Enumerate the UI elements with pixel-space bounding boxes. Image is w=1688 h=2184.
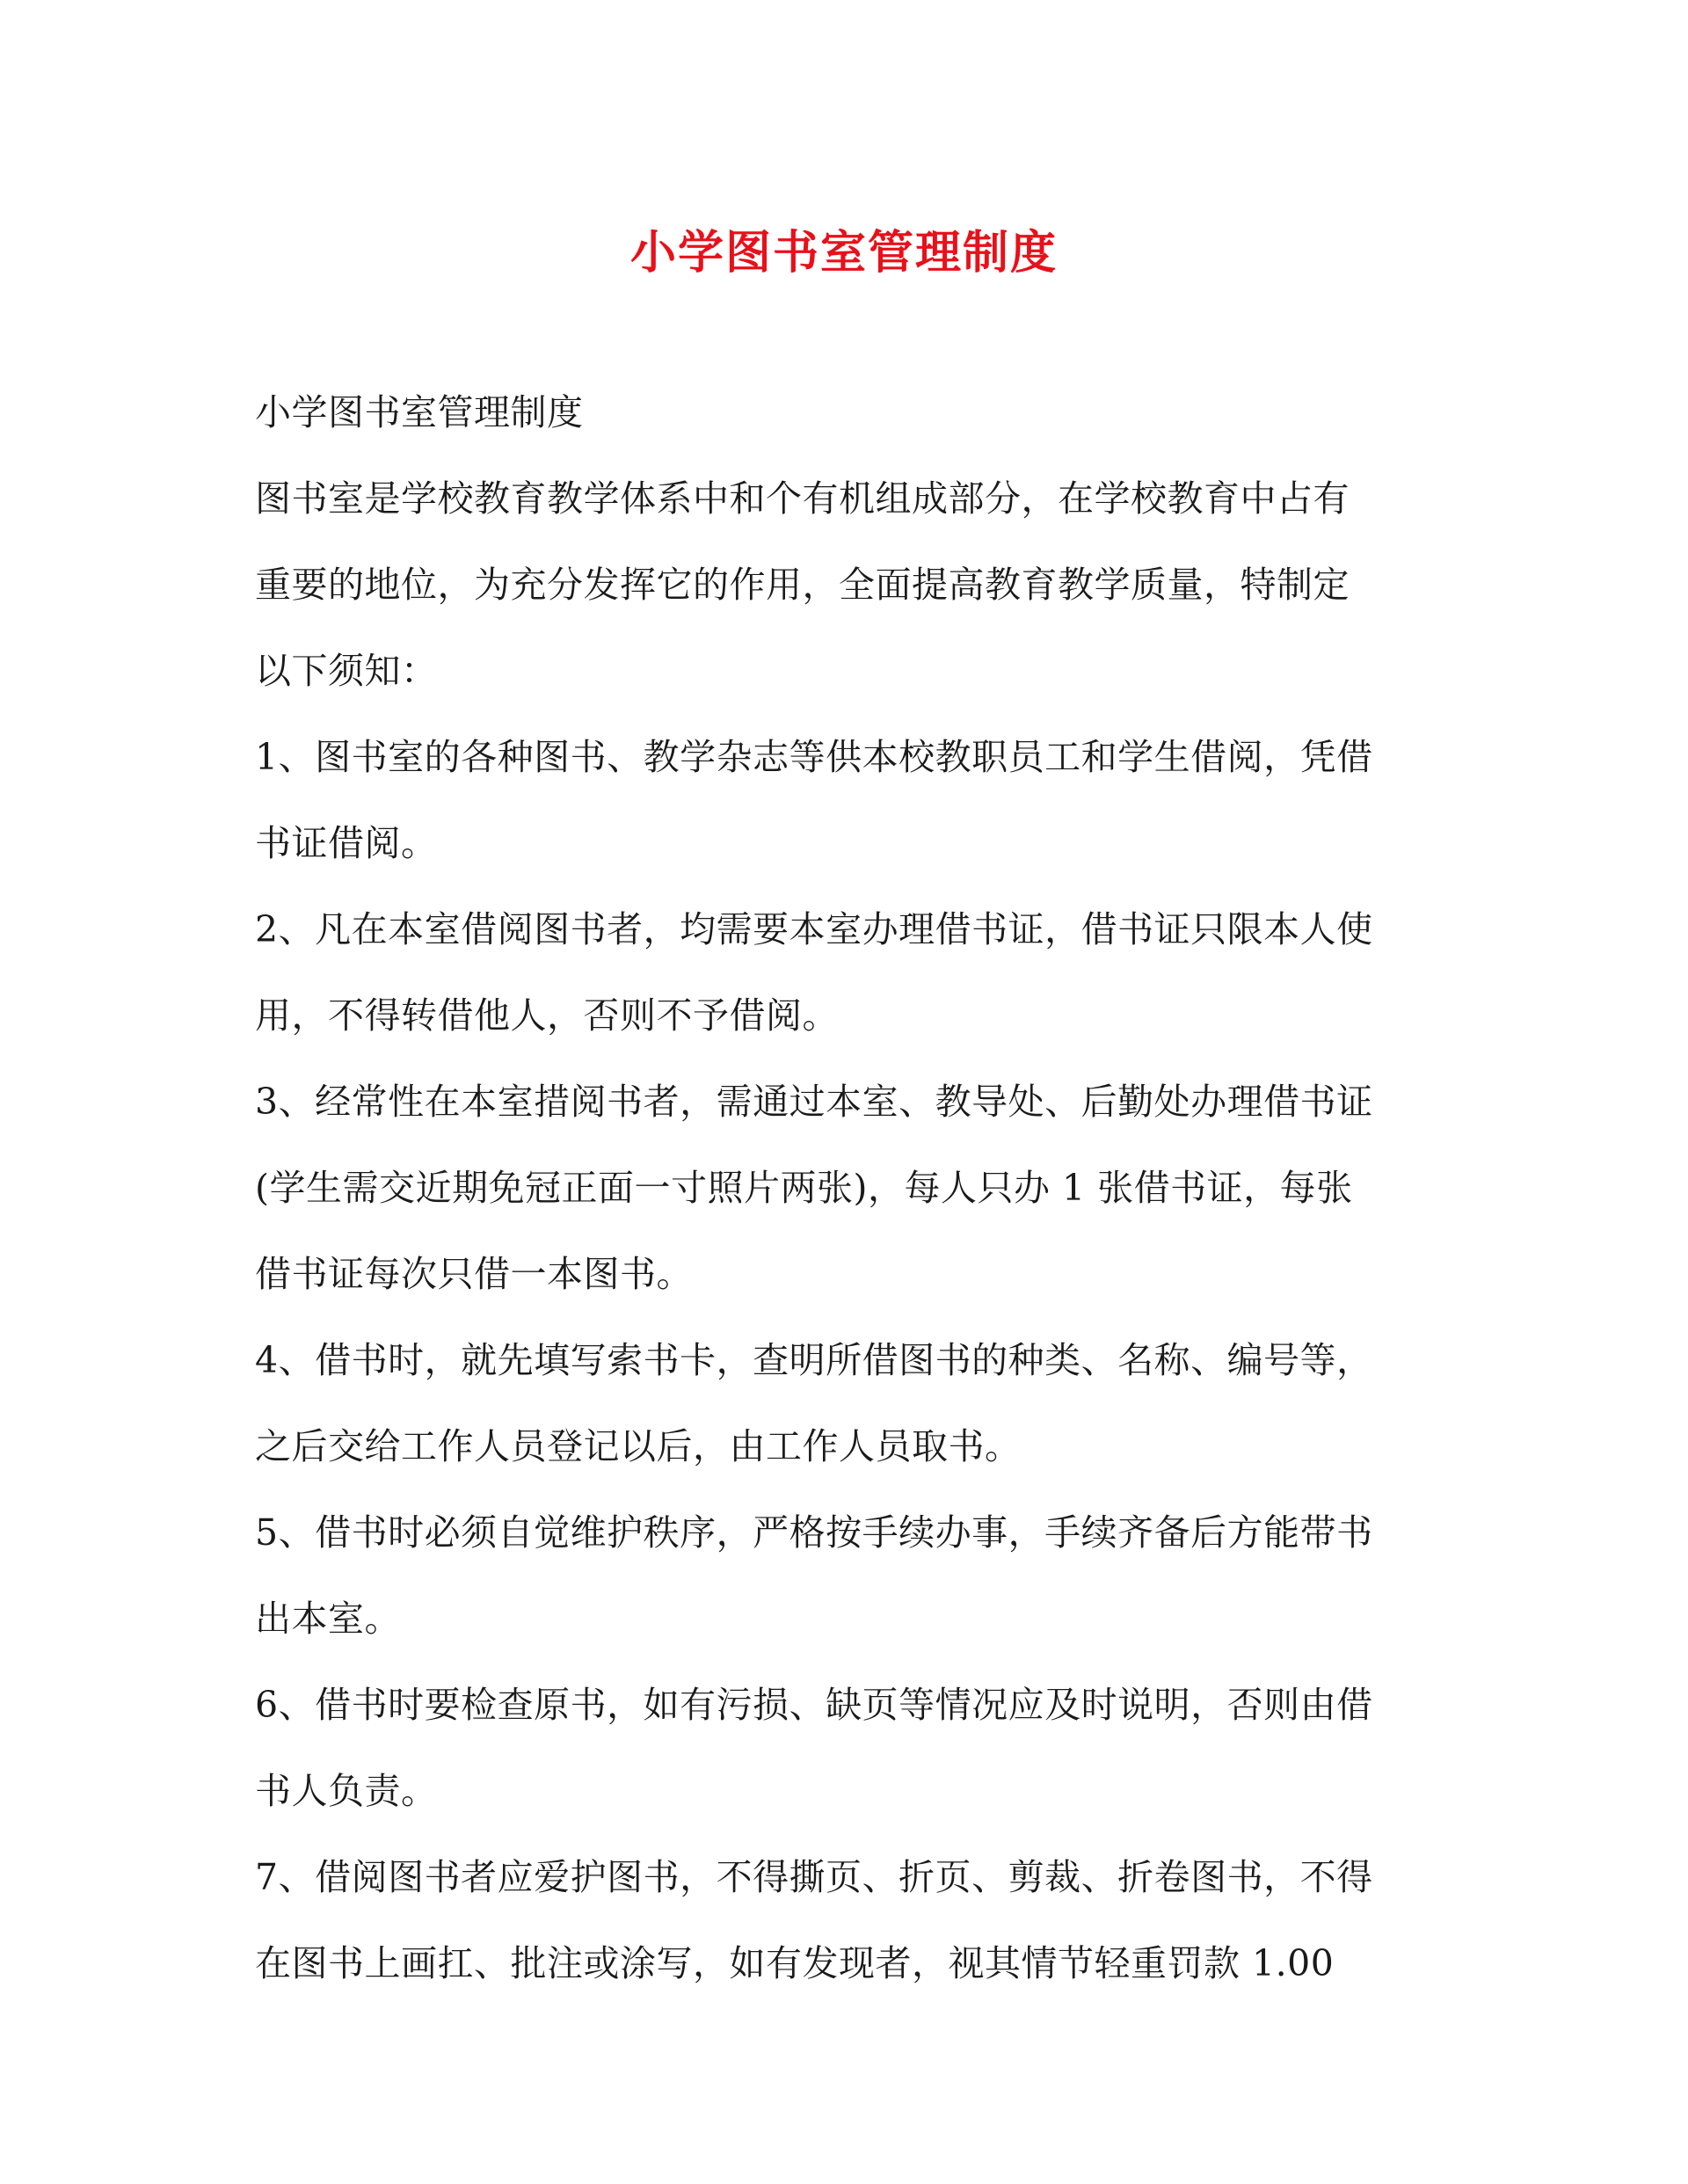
text-line: 借书证每次只借一本图书。 — [255, 1253, 693, 1295]
document-body — [255, 369, 1451, 2006]
text-line: 7、借阅图书者应爱护图书，不得撕页、折页、剪裁、折卷图书，不得 — [255, 1856, 1373, 1898]
text-line: 以下须知： — [255, 650, 438, 692]
text-line: 出本室。 — [255, 1598, 401, 1640]
text-line: 图书室是学校教育教学体系中和个有机组成部分，在学校教育中占有 — [255, 477, 1350, 520]
text-line: (学生需交近期免冠正面一寸照片两张)，每人只办 1 张借书证，每张 — [255, 1167, 1353, 1209]
text-line: 6、借书时要检查原书，如有污损、缺页等情况应及时说明，否则由借 — [255, 1684, 1373, 1726]
text-line: 4、借书时，就先填写索书卡，查明所借图书的种类、名称、编号等， — [255, 1339, 1373, 1381]
text-line: 在图书上画扛、批注或涂写，如有发现者，视其情节轻重罚款 1.00 — [255, 1942, 1335, 1984]
text-line: 书证借阅。 — [255, 822, 438, 864]
text-line: 重要的地位，为充分发挥它的作用，全面提高教育教学质量，特制定 — [255, 564, 1350, 606]
text-line-subtitle: 小学图书室管理制度 — [255, 391, 584, 433]
text-line: 3、经常性在本室措阅书者，需通过本室、教导处、后勤处办理借书证 — [255, 1081, 1373, 1123]
text-line: 之后交给工作人员登记以后，由工作人员取书。 — [255, 1425, 1022, 1467]
text-line: 书人负责。 — [255, 1770, 438, 1812]
text-line: 2、凡在本室借阅图书者，均需要本室办理借书证，借书证只限本人使 — [255, 908, 1373, 950]
document-title: 小学图书室管理制度 — [629, 226, 1058, 280]
text-line: 5、借书时必须自觉维护秩序，严格按手续办事，手续齐备后方能带书 — [255, 1511, 1373, 1554]
text-line: 1、图书室的各种图书、教学杂志等供本校教职员工和学生借阅，凭借 — [255, 736, 1373, 778]
text-line: 用，不得转借他人，否则不予借阅。 — [255, 994, 839, 1037]
